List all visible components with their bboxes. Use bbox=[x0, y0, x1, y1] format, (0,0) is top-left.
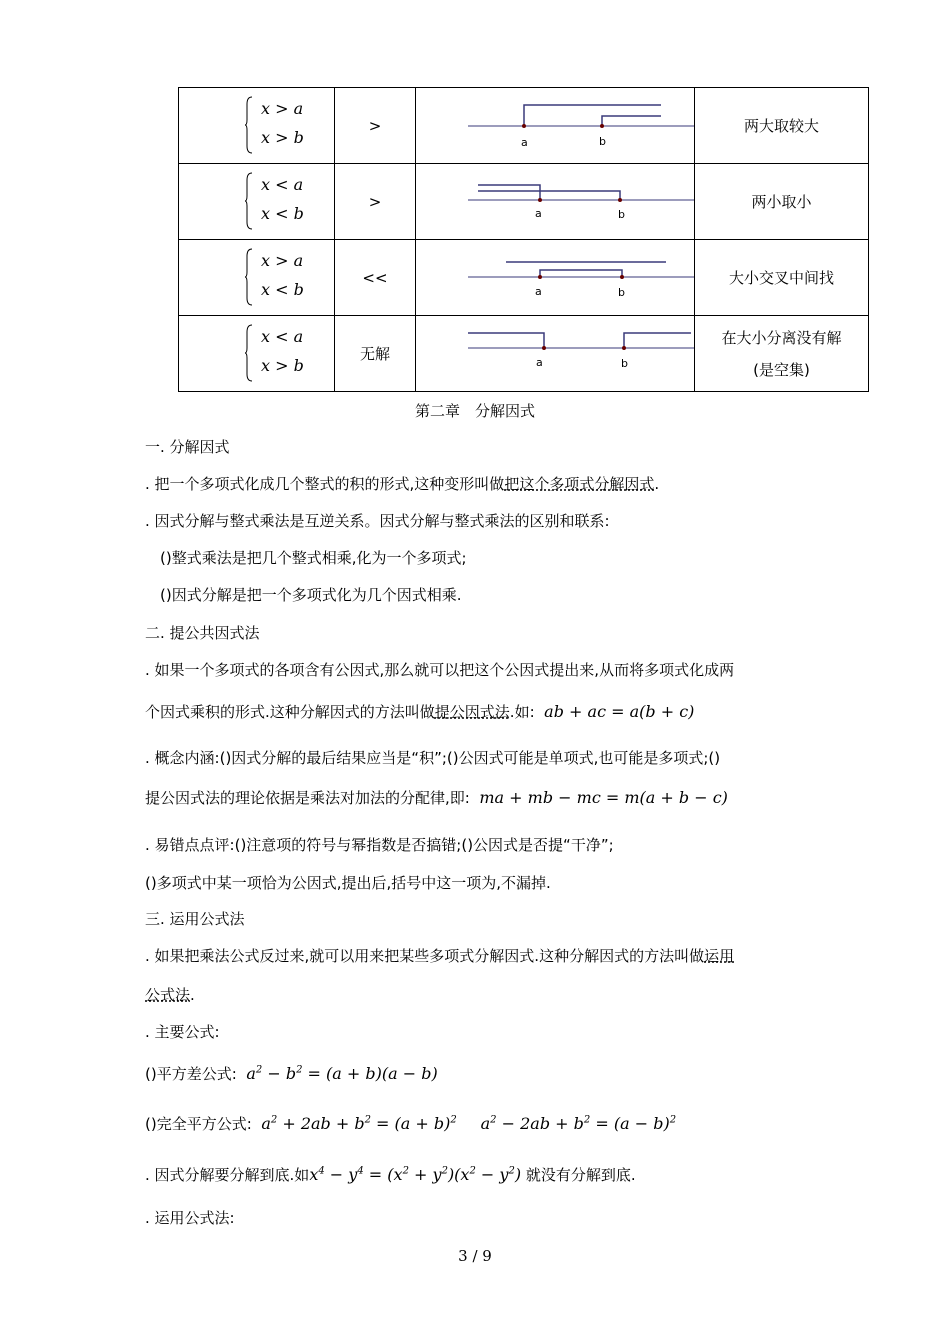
paragraph: 公式法. bbox=[145, 986, 195, 1004]
result-cell: 大小交叉中间找 bbox=[695, 240, 869, 316]
paragraph: ()多项式中某一项恰为公因式,提出后,括号中这一项为,不漏掉. bbox=[145, 874, 551, 892]
paragraph: ()整式乘法是把几个整式相乘,化为一个多项式; bbox=[160, 549, 467, 567]
formula: ab + ac = a(b + c) bbox=[544, 702, 695, 721]
formula: ma + mb − mc = m(a + b − c) bbox=[479, 788, 728, 807]
chapter-title: 第二章 分解因式 bbox=[414, 402, 535, 420]
paragraph: . 如果把乘法公式反过来,就可以用来把某些多项式分解因式.这种分解因式的方法叫做运用 bbox=[145, 947, 735, 965]
number-line bbox=[416, 88, 695, 164]
inequality-2: x < b bbox=[261, 280, 304, 299]
label-b: b bbox=[618, 286, 625, 299]
table-row bbox=[179, 316, 869, 392]
section-heading: 一. 分解因式 bbox=[145, 438, 230, 456]
formula: $a^2 + 2ab + b^2 = (a + b)^2$ bbox=[261, 1114, 457, 1133]
paragraph: . 如果一个多项式的各项含有公因式,那么就可以把这个公因式提出来,从而将多项式化成两 bbox=[145, 661, 735, 679]
paragraph: . 概念内涵:()因式分解的最后结果应当是“积”;()公因式可能是单项式,也可能是多项式;() bbox=[145, 749, 721, 767]
relation-cell: 无解 bbox=[335, 316, 416, 392]
label-b: b bbox=[618, 208, 625, 221]
paragraph: 个因式乘积的形式.这种分解因式的方法叫做提公因式法.如: ab + ac = a(b + c) bbox=[145, 702, 695, 721]
paragraph: . 因式分解要分解到底.如$x^4 - y^4 = (x^2 + y^2)(x^2 - y^2)$ 就没有分解到底. bbox=[145, 1165, 636, 1184]
label-a: a bbox=[535, 207, 542, 220]
inequality-1: x < a bbox=[261, 175, 304, 194]
number-line bbox=[416, 316, 695, 392]
inequality-2: x > b bbox=[261, 356, 304, 375]
inequality-1: x > a bbox=[261, 251, 304, 270]
paragraph: ()平方差公式: $a^2 - b^2 = (a + b)(a - b)$ bbox=[145, 1064, 438, 1083]
page-number: 3 / 9 bbox=[458, 1247, 492, 1265]
inequality-2: x < b bbox=[261, 204, 304, 223]
term: 运用 bbox=[704, 947, 735, 965]
table-row bbox=[179, 164, 869, 240]
result-cell: 两大取较大 bbox=[695, 88, 869, 164]
paragraph: . 主要公式: bbox=[145, 1023, 220, 1041]
paragraph: ()因式分解是把一个多项式化为几个因式相乘. bbox=[160, 586, 462, 604]
result-cell bbox=[695, 316, 869, 392]
number-line bbox=[416, 240, 695, 316]
table-row bbox=[179, 240, 869, 316]
section-heading: 三. 运用公式法 bbox=[145, 910, 245, 928]
paragraph: 提公因式法的理论依据是乘法对加法的分配律,即: ma + mb − mc = m(a + b − c) bbox=[145, 788, 728, 807]
paragraph: . 易错点点评:()注意项的符号与幂指数是否搞错;()公因式是否提“干净”; bbox=[145, 836, 614, 854]
label-a: a bbox=[536, 356, 543, 369]
relation-cell: << bbox=[335, 240, 416, 316]
inequality-1: x < a bbox=[261, 327, 304, 346]
formula: $a^2 - 2ab + b^2 = (a - b)^2$ bbox=[480, 1114, 677, 1133]
label-a: a bbox=[521, 136, 528, 149]
paragraph: . 因式分解与整式乘法是互逆关系。因式分解与整式乘法的区别和联系: bbox=[145, 512, 610, 530]
formula: $a^2 - b^2 = (a + b)(a - b)$ bbox=[246, 1064, 438, 1083]
term: 提公因式法 bbox=[434, 703, 510, 721]
label-b: b bbox=[599, 135, 606, 148]
result-note: (是空集) bbox=[753, 360, 810, 379]
result-text: 在大小分离没有解 bbox=[721, 328, 842, 347]
label-b: b bbox=[621, 357, 628, 370]
inequality-1: x > a bbox=[261, 99, 304, 118]
formula: $x^4 - y^4 = (x^2 + y^2)(x^2 - y^2)$ bbox=[309, 1165, 522, 1184]
relation-cell: > bbox=[335, 164, 416, 240]
result-cell: 两小取小 bbox=[695, 164, 869, 240]
label-a: a bbox=[535, 285, 542, 298]
paragraph: ()完全平方公式: $a^2 + 2ab + b^2 = (a + b)^2$ $a^2 - 2ab + b^2 = (a - b)^2$ bbox=[145, 1114, 677, 1133]
paragraph: . 把一个多项式化成几个整式的积的形式,这种变形叫做把这个多项式分解因式. bbox=[145, 475, 660, 493]
table-row bbox=[179, 88, 869, 164]
inequality-2: x > b bbox=[261, 128, 304, 147]
paragraph: . 运用公式法: bbox=[145, 1209, 235, 1227]
term: 把这个多项式分解因式 bbox=[504, 475, 655, 493]
section-heading: 二. 提公共因式法 bbox=[145, 624, 260, 642]
number-line bbox=[416, 164, 695, 240]
inequality-table bbox=[178, 87, 869, 392]
relation-cell: > bbox=[335, 88, 416, 164]
term: 公式法 bbox=[145, 986, 191, 1004]
